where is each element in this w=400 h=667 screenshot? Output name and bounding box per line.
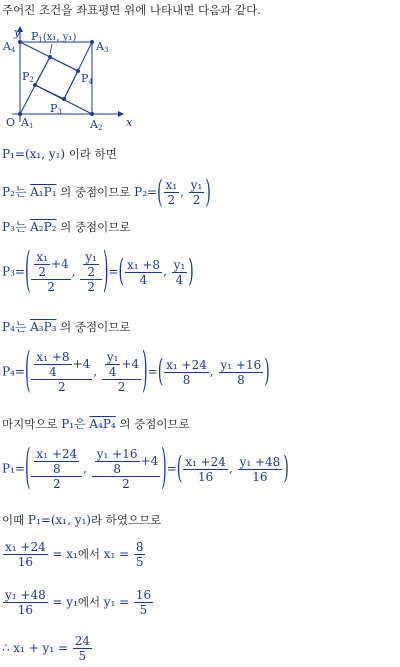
x-axis-arrow	[118, 111, 124, 117]
step3-line: P₃는 A₂P₂ 의 중점이므로	[2, 220, 131, 234]
eq5-line: P₁=( $\frac{\frac{\text{x₁ +24}}{8}}{2}$ , $\frac{\text{y₁ +16}}{8}$ +4 2 )=( $\frac{\text{x₁ +24}}{16}$ , $\frac{\text{y₁ +48}}{16}$ )	[2, 441, 289, 497]
label-p4: P4	[81, 72, 93, 86]
eq4-line: P₄=( $\frac{\text{x₁ +8}}{4}$ +4 2 , $\frac{\text{y₁}}{4}$ +4 2 )=( $\frac{\text{x₁ +24}}{8}$ , $\frac{\text{y₁ +16}}{8}$ )	[2, 344, 270, 400]
label-a3: A3	[96, 40, 109, 54]
step5-line: 마지막으로 P₁은 A₄P₄ 의 중점이므로	[2, 417, 190, 431]
eq8-line: ∴ x₁ + y₁ = $\frac{24}{5}$	[2, 634, 90, 663]
p1-pointer	[50, 44, 52, 54]
coordinate-figure	[0, 22, 140, 137]
point-a3	[90, 40, 94, 44]
origin-label: O	[6, 116, 16, 129]
point-a2	[90, 112, 94, 116]
y-axis-label: y	[14, 26, 21, 39]
label-p3: P3	[50, 102, 62, 116]
point-p1	[48, 55, 52, 59]
intro-text: 주어진 조건을 좌표평면 위에 나타내면 다음과 같다.	[2, 3, 261, 17]
inner-quadrilateral	[35, 57, 78, 99]
label-a1: A1	[21, 116, 34, 130]
step2-line: P₂는 A₁P₁ 의 중점이므로 P₂=( $\frac{\text{x₁}}{2}$ , $\frac{\text{y₁}}{2}$ )	[2, 174, 211, 211]
step4-line: P₄는 A₃P₃ 의 중점이므로	[2, 320, 131, 334]
point-a4	[18, 40, 22, 44]
eq6-line: $\frac{\text{x₁ +24}}{16}$ = x₁에서 x₁ = $\frac{8}{5}$	[5, 540, 144, 569]
eq7-line: $\frac{\text{y₁ +48}}{16}$ = y₁에서 y₁ = $\frac{16}{5}$	[5, 588, 152, 617]
point-p3	[62, 97, 66, 101]
x-axis-label: x	[126, 116, 133, 129]
label-p1: P1(x₁, y₁)	[31, 30, 77, 44]
label-a4: A4	[3, 40, 16, 54]
step6-line: 이때 P₁=(x₁, y₁)라 하였으므로	[2, 513, 162, 527]
label-p2: P2	[22, 70, 34, 84]
label-a2: A2	[90, 118, 103, 132]
eq3-line: P₃=( $\frac{\text{x₁}}{2}$ +4 2 , $\frac{\frac{\text{y₁}}{2}}{2}$ )=( $\frac{\text{x₁ +8}}{4}$ , $\frac{\text{y₁}}{4}$ )	[2, 244, 194, 300]
step1-line: P₁=(x₁, y₁) 이라 하면	[2, 147, 117, 161]
point-p4	[76, 69, 80, 73]
